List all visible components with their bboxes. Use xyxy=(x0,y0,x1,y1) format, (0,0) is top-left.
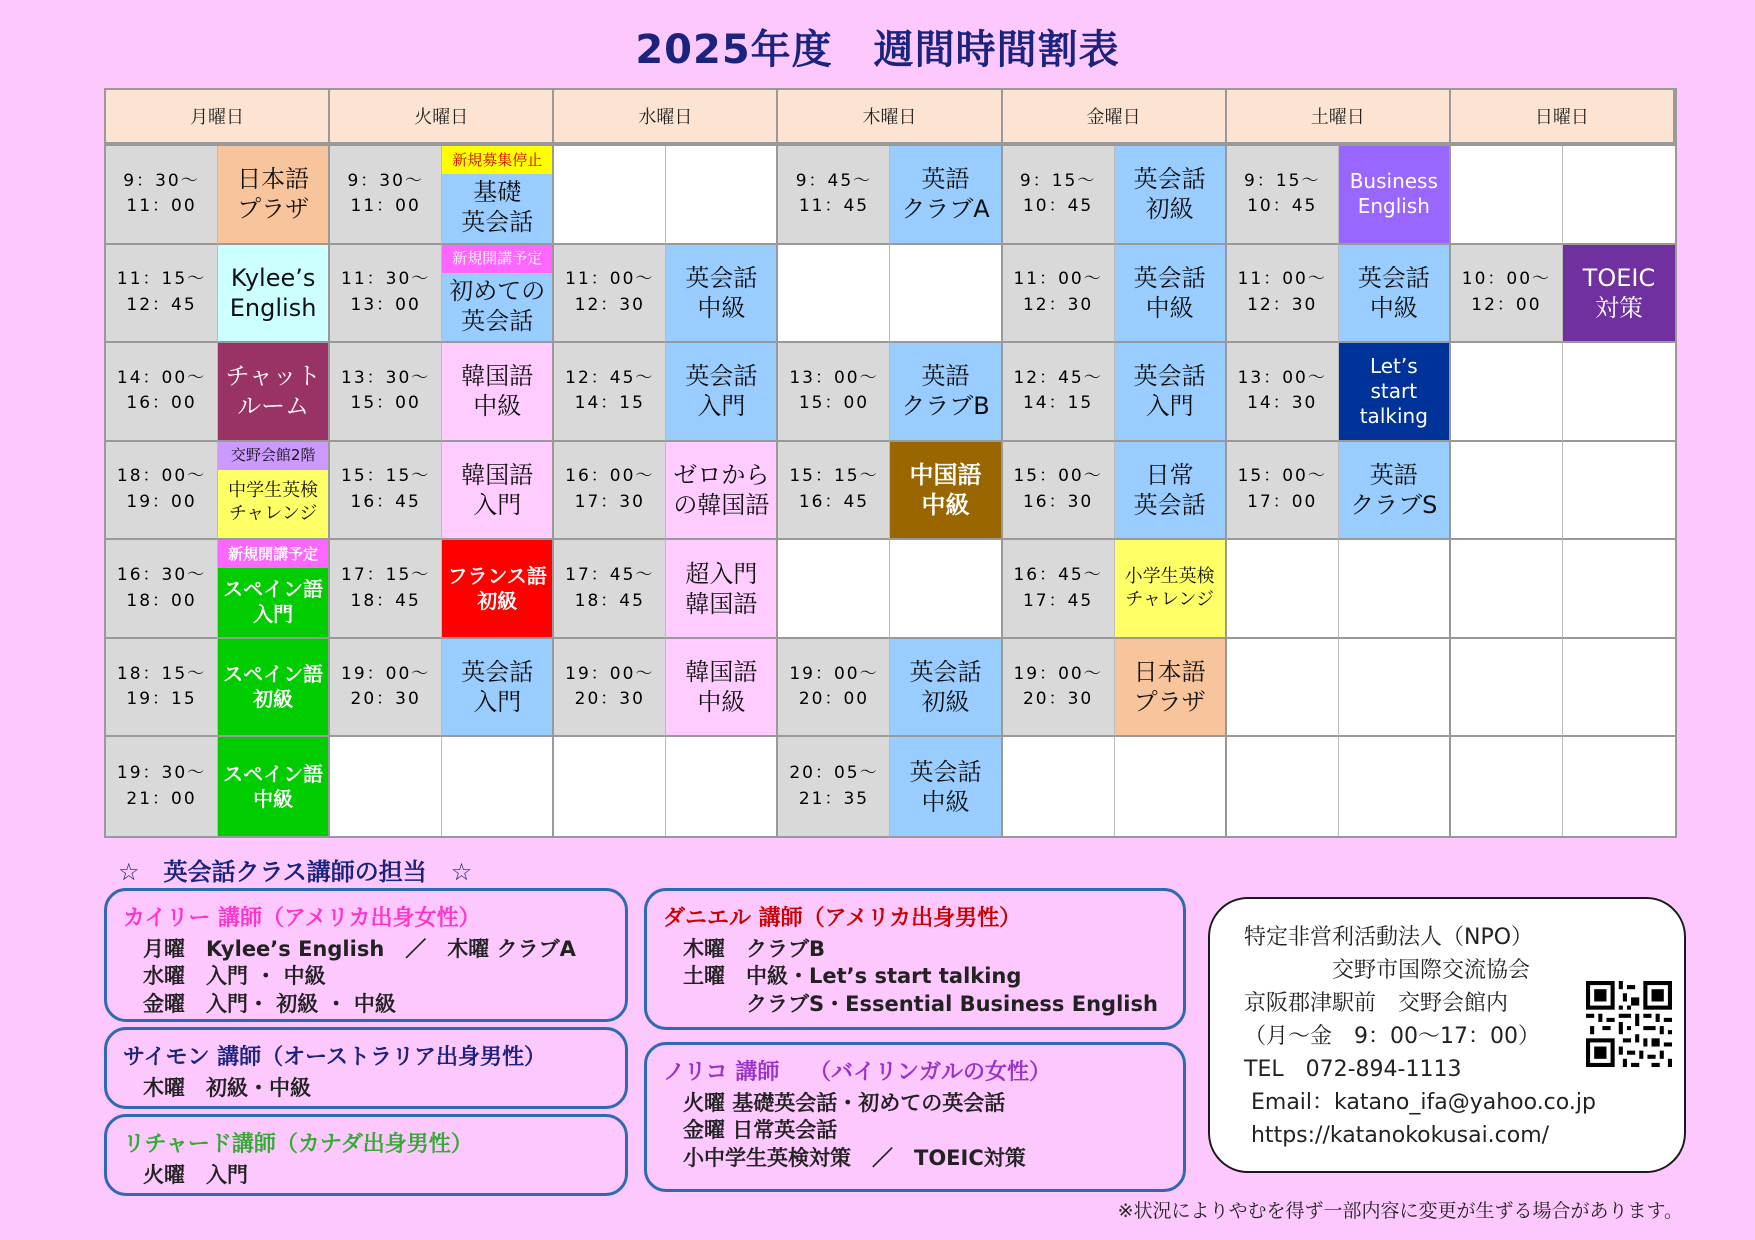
teacher-box-richard xyxy=(104,1114,628,1196)
class-cell[interactable] xyxy=(666,343,778,442)
class-label: 英会話 初級 xyxy=(909,658,982,717)
class-cell xyxy=(1563,540,1675,639)
slot-time: 11：30～ 13：00 xyxy=(330,245,442,344)
teacher-line: 木曜 初級・中級 xyxy=(143,1076,311,1100)
telephone: TEL 072-894-1113 xyxy=(1244,1057,1462,1082)
org-type: 特定非営利活動法人（NPO） xyxy=(1244,925,1534,950)
class-cell[interactable] xyxy=(218,146,330,245)
slot-time xyxy=(778,540,890,639)
slot-time: 19：00～ 20：00 xyxy=(778,639,890,738)
day-header: 木曜日 xyxy=(778,90,1002,146)
class-status-tag: 新規開講予定 xyxy=(218,540,328,568)
class-cell[interactable] xyxy=(442,343,554,442)
slot-time: 9：15～ 10：45 xyxy=(1227,146,1339,245)
class-cell[interactable] xyxy=(442,639,554,738)
class-cell[interactable] xyxy=(890,146,1002,245)
slot-time: 16：30～ 18：00 xyxy=(106,540,218,639)
class-cell[interactable] xyxy=(442,540,554,639)
slot-time: 13：00～ 14：30 xyxy=(1227,343,1339,442)
slot-time: 15：00～ 16：30 xyxy=(1003,442,1115,541)
slot-time: 11：00～ 12：30 xyxy=(554,245,666,344)
class-cell[interactable] xyxy=(890,737,1002,836)
org-name: 交野市国際交流協会 xyxy=(1244,958,1531,983)
day-header: 金曜日 xyxy=(1003,90,1227,146)
slot-time: 18：00～ 19：00 xyxy=(106,442,218,541)
class-cell[interactable] xyxy=(442,146,554,245)
day-header: 月曜日 xyxy=(106,90,330,146)
class-cell[interactable] xyxy=(218,540,330,639)
class-cell[interactable] xyxy=(1115,146,1227,245)
slot-time: 15：15～ 16：45 xyxy=(330,442,442,541)
slot-time xyxy=(554,146,666,245)
class-cell xyxy=(666,146,778,245)
class-label: 中国語 中級 xyxy=(909,460,982,519)
class-cell[interactable] xyxy=(218,639,330,738)
slot-time xyxy=(1451,146,1563,245)
day-header: 日曜日 xyxy=(1451,90,1675,146)
class-label: 小学生英検 チャレンジ xyxy=(1124,566,1215,610)
class-cell[interactable] xyxy=(1115,540,1227,639)
class-label: フランス語 初級 xyxy=(447,563,547,613)
class-cell[interactable] xyxy=(218,343,330,442)
teacher-box-daniel xyxy=(644,888,1186,1030)
class-label: TOEIC 対策 xyxy=(1582,263,1656,322)
class-label: 英会話 中級 xyxy=(1133,263,1206,322)
class-cell xyxy=(1339,540,1451,639)
class-cell[interactable] xyxy=(1115,343,1227,442)
class-label: Let’s start talking xyxy=(1359,353,1428,428)
class-status-tag: 新規募集停止 xyxy=(442,146,552,174)
class-cell[interactable] xyxy=(666,639,778,738)
teacher-box-noriko xyxy=(644,1042,1186,1192)
website-link[interactable]: https://katanokokusai.com/ xyxy=(1244,1123,1550,1148)
teacher-line: クラブS・Essential Business English xyxy=(683,991,1158,1016)
slot-time: 13：00～ 15：00 xyxy=(778,343,890,442)
class-label: 基礎 英会話 xyxy=(461,178,534,237)
class-cell xyxy=(1563,442,1675,541)
footnote: ※状況によりやむを得ず一部内容に変更が生ずる場合があります。 xyxy=(1117,1200,1683,1222)
class-cell[interactable] xyxy=(1563,245,1675,344)
teacher-line: 水曜 入門 ・ 中級 xyxy=(143,964,326,989)
slot-time: 11：00～ 12：30 xyxy=(1227,245,1339,344)
slot-time xyxy=(1451,442,1563,541)
class-cell[interactable] xyxy=(442,442,554,541)
teacher-box-kylee xyxy=(104,888,628,1022)
class-cell xyxy=(666,737,778,836)
teacher-box-simon xyxy=(104,1027,628,1109)
teacher-line: 金曜 入門・ 初級 ・ 中級 xyxy=(143,991,396,1016)
class-label: Business English xyxy=(1349,169,1438,219)
class-cell xyxy=(1563,146,1675,245)
class-cell[interactable] xyxy=(890,639,1002,738)
class-cell[interactable] xyxy=(218,442,330,541)
slot-time: 9：30～ 11：00 xyxy=(106,146,218,245)
class-label: 中学生英検 チャレンジ xyxy=(228,480,319,524)
class-label: 韓国語 入門 xyxy=(461,460,534,519)
teacher-name: リチャード講師（カナダ出身男性） xyxy=(123,1132,473,1157)
slot-time xyxy=(778,245,890,344)
slot-time: 11：15～ 12：45 xyxy=(106,245,218,344)
day-header: 水曜日 xyxy=(554,90,778,146)
class-cell xyxy=(1339,737,1451,836)
class-label: 英会話 初級 xyxy=(1133,165,1206,224)
class-label: 超入門 韓国語 xyxy=(685,559,758,618)
class-cell[interactable] xyxy=(666,540,778,639)
class-label: 英会話 中級 xyxy=(1357,263,1430,322)
slot-time: 19：00～ 20：30 xyxy=(1003,639,1115,738)
teacher-line: 火曜 入門 xyxy=(143,1163,248,1187)
class-label: Kylee’s English xyxy=(229,263,317,322)
weekly-timetable xyxy=(104,88,1677,838)
slot-time: 9：30～ 11：00 xyxy=(330,146,442,245)
class-cell[interactable] xyxy=(218,737,330,836)
slot-time: 18：15～ 19：15 xyxy=(106,639,218,738)
teacher-name: カイリー 講師（アメリカ出身女性） xyxy=(123,906,481,931)
class-label: 英会話 中級 xyxy=(685,263,758,322)
class-cell xyxy=(1339,639,1451,738)
slot-time xyxy=(1227,639,1339,738)
class-label: 韓国語 中級 xyxy=(461,362,534,421)
slot-time xyxy=(554,737,666,836)
slot-time xyxy=(330,737,442,836)
class-label: 英語 クラブA xyxy=(901,165,990,224)
slot-time: 16：45～ 17：45 xyxy=(1003,540,1115,639)
class-label: 日本語 プラザ xyxy=(237,165,310,224)
class-cell[interactable] xyxy=(890,343,1002,442)
class-cell[interactable] xyxy=(666,245,778,344)
class-cell[interactable] xyxy=(1339,146,1451,245)
class-cell xyxy=(890,245,1002,344)
class-status-tag: 交野会館2階 xyxy=(218,442,328,470)
class-label: 英語 クラブB xyxy=(901,362,990,421)
class-cell xyxy=(1563,737,1675,836)
class-cell xyxy=(890,540,1002,639)
class-label: 初めての 英会話 xyxy=(449,276,546,335)
class-cell[interactable] xyxy=(1115,442,1227,541)
office-hours: （月～金 9：00～17：00） xyxy=(1244,1024,1540,1049)
class-label: スペイン語 入門 xyxy=(223,576,324,626)
class-cell[interactable] xyxy=(1339,245,1451,344)
class-label: ゼロから の韓国語 xyxy=(673,460,770,519)
slot-time: 10：00～ 12：00 xyxy=(1451,245,1563,344)
class-label: 英語 クラブS xyxy=(1350,460,1438,519)
slot-time: 15：15～ 16：45 xyxy=(778,442,890,541)
slot-time: 9：15～ 10：45 xyxy=(1003,146,1115,245)
class-label: チャット ルーム xyxy=(225,362,321,421)
slot-time: 13：30～ 15：00 xyxy=(330,343,442,442)
day-header: 火曜日 xyxy=(330,90,554,146)
slot-time: 12：45～ 14：15 xyxy=(1003,343,1115,442)
class-cell[interactable] xyxy=(1115,639,1227,738)
class-label: 日本語 プラザ xyxy=(1133,658,1206,717)
slot-time: 19：00～ 20：30 xyxy=(554,639,666,738)
teacher-name: ダニエル 講師（アメリカ出身男性） xyxy=(663,906,1022,931)
slot-time: 12：45～ 14：15 xyxy=(554,343,666,442)
slot-time xyxy=(1451,540,1563,639)
slot-time xyxy=(1451,737,1563,836)
slot-time: 19：00～ 20：30 xyxy=(330,639,442,738)
class-label: 英会話 入門 xyxy=(685,362,758,421)
slot-time xyxy=(1227,737,1339,836)
class-label: 英会話 入門 xyxy=(461,658,534,717)
teacher-line: 月曜 Kylee’s English ／ 木曜 クラブA xyxy=(143,937,576,961)
class-cell[interactable] xyxy=(218,245,330,344)
slot-time: 9：45～ 11：45 xyxy=(778,146,890,245)
slot-time xyxy=(1451,343,1563,442)
class-label: 韓国語 中級 xyxy=(685,658,758,717)
teachers-heading: ☆ 英会話クラス講師の担当 ☆ xyxy=(118,858,473,886)
teacher-line: 木曜 クラブB xyxy=(683,937,826,961)
slot-time: 17：45～ 18：45 xyxy=(554,540,666,639)
teacher-line: 小中学生英検対策 ／ TOEIC対策 xyxy=(683,1145,1026,1170)
class-cell[interactable] xyxy=(442,245,554,344)
class-cell xyxy=(1563,639,1675,738)
teacher-name: ノリコ 講師 （バイリンガルの女性） xyxy=(663,1060,1051,1085)
slot-time: 14：00～ 16：00 xyxy=(106,343,218,442)
teacher-line: 金曜 日常英会話 xyxy=(683,1118,838,1143)
slot-time: 20：05～ 21：35 xyxy=(778,737,890,836)
page-title: 2025年度 週間時間割表 xyxy=(635,27,1120,73)
class-cell[interactable] xyxy=(1339,442,1451,541)
class-label: スペイン語 中級 xyxy=(223,761,324,811)
teacher-line: 火曜 基礎英会話・初めての英会話 xyxy=(683,1091,1006,1115)
class-label: 英会話 入門 xyxy=(1133,362,1206,421)
qr-code-icon xyxy=(1586,981,1672,1067)
class-cell xyxy=(442,737,554,836)
slot-time xyxy=(1451,639,1563,738)
location: 京阪郡津駅前 交野会館内 xyxy=(1244,991,1509,1016)
email-link[interactable]: Email：katano_ifa@yahoo.co.jp xyxy=(1244,1090,1596,1115)
slot-time: 16：00～ 17：30 xyxy=(554,442,666,541)
contact-box xyxy=(1208,897,1686,1173)
class-status-tag: 新規開講予定 xyxy=(442,245,552,273)
class-cell xyxy=(1563,343,1675,442)
class-cell[interactable] xyxy=(666,442,778,541)
day-header: 土曜日 xyxy=(1227,90,1451,146)
class-cell[interactable] xyxy=(1115,245,1227,344)
class-label: 日常 英会話 xyxy=(1133,460,1206,519)
class-cell[interactable] xyxy=(890,442,1002,541)
class-label: スペイン語 初級 xyxy=(223,662,324,712)
slot-time xyxy=(1227,540,1339,639)
class-label: 英会話 中級 xyxy=(909,757,982,816)
class-cell xyxy=(1115,737,1227,836)
class-cell[interactable] xyxy=(1339,343,1451,442)
teacher-name: サイモン 講師（オーストラリア出身男性） xyxy=(123,1045,547,1070)
teacher-line: 土曜 中級・Let’s start talking xyxy=(683,964,1022,989)
slot-time: 15：00～ 17：00 xyxy=(1227,442,1339,541)
slot-time: 17：15～ 18：45 xyxy=(330,540,442,639)
slot-time: 11：00～ 12：30 xyxy=(1003,245,1115,344)
slot-time: 19：30～ 21：00 xyxy=(106,737,218,836)
slot-time xyxy=(1003,737,1115,836)
